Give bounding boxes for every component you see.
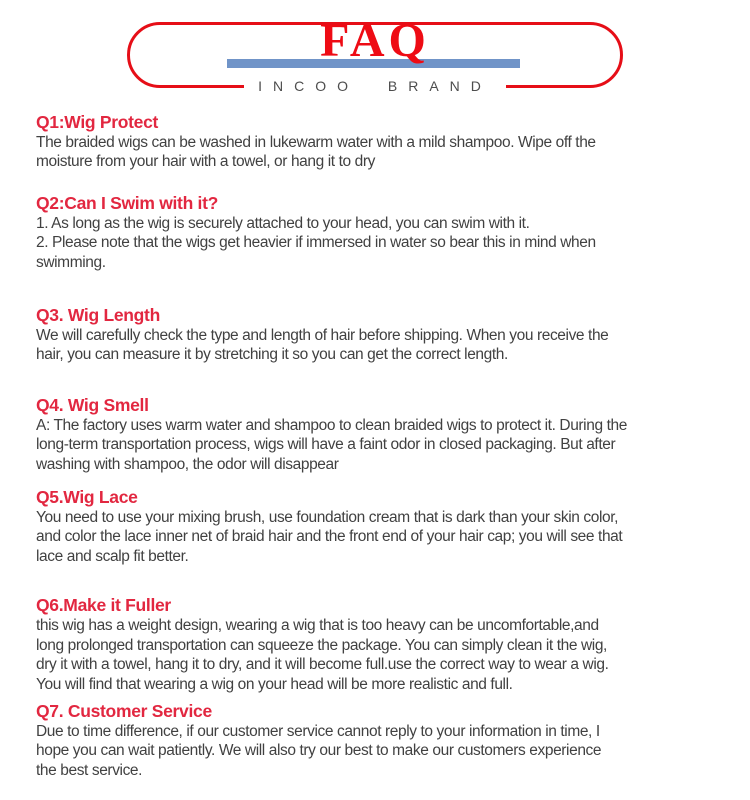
section-body-line: You need to use your mixing brush, use foundation cream that is dark than your skin color, (36, 509, 619, 527)
section-body-line: the best service. (36, 761, 143, 779)
section-body-line: this wig has a weight design, wearing a wig that is too heavy can be uncomfortable,and (36, 617, 599, 635)
faq-section-q5 (36, 487, 730, 566)
faq-content (0, 112, 750, 780)
faq-section-q2 (36, 193, 730, 272)
section-body-line: Due to time difference, if our customer service cannot reply to your information in time, I (36, 722, 600, 740)
section-body-line: moisture from your hair with a towel, or hang it to dry (36, 153, 375, 171)
brand-label: INCOO BRAND (244, 77, 506, 95)
section-body-line: The braided wigs can be washed in lukewarm water with a mild shampoo. Wipe off the (36, 134, 596, 151)
section-body-line: hair, you can measure it by stretching it so you can get the correct length. (36, 346, 508, 364)
faq-header (0, 0, 750, 94)
section-body-line: 2. Please note that the wigs get heavier if immersed in water so bear this in mind when (36, 234, 596, 252)
brand-row (130, 77, 620, 96)
section-heading-q5: Q5.Wig Lace (36, 487, 138, 508)
faq-section-q6 (36, 595, 730, 694)
section-body-line: long prolonged transportation can squeeze the package. You can simply clean it the wig, (36, 636, 607, 654)
faq-section-q4 (36, 395, 730, 474)
section-body-line: We will carefully check the type and length of hair before shipping. When you receive the (36, 327, 609, 345)
section-heading-q6: Q6.Make it Fuller (36, 595, 171, 616)
section-heading-q2: Q2:Can I Swim with it? (36, 192, 219, 213)
page-title: FAQ (320, 14, 430, 67)
section-body-line: You will find that wearing a wig on your head will be more realistic and full. (36, 675, 513, 693)
section-body-line: long-term transportation process, wigs will have a faint odor in closed packaging. But after (36, 436, 616, 454)
section-body-line: swimming. (36, 253, 106, 271)
faq-section-q1 (36, 112, 730, 172)
section-body-line: hope you can wait patiently. We will also try our best to make our customers experience (36, 742, 602, 760)
faq-section-q3 (36, 305, 730, 365)
section-body-line: washing with shampoo, the odor will disappear (36, 455, 339, 473)
section-heading-q7: Q7. Customer Service (36, 700, 212, 721)
section-body-line: A: The factory uses warm water and shampoo to clean braided wigs to protect it. During the (36, 416, 627, 434)
section-body-line: 1. As long as the wig is securely attached to your head, you can swim with it. (36, 214, 530, 232)
section-heading-q4: Q4. Wig Smell (36, 394, 149, 415)
section-body-line: lace and scalp fit better. (36, 547, 189, 565)
section-body-line: dry it with a towel, hang it to dry, and it will become full.use the correct way to wear a wig. (36, 656, 609, 674)
faq-section-q7 (36, 701, 730, 780)
section-heading-q1: Q1:Wig Protect (36, 112, 159, 132)
section-body-line: and color the lace inner net of braid hair and the front end of your hair cap; you will see that (36, 528, 623, 546)
faq-header-border (127, 14, 623, 94)
section-heading-q3: Q3. Wig Length (36, 305, 160, 326)
